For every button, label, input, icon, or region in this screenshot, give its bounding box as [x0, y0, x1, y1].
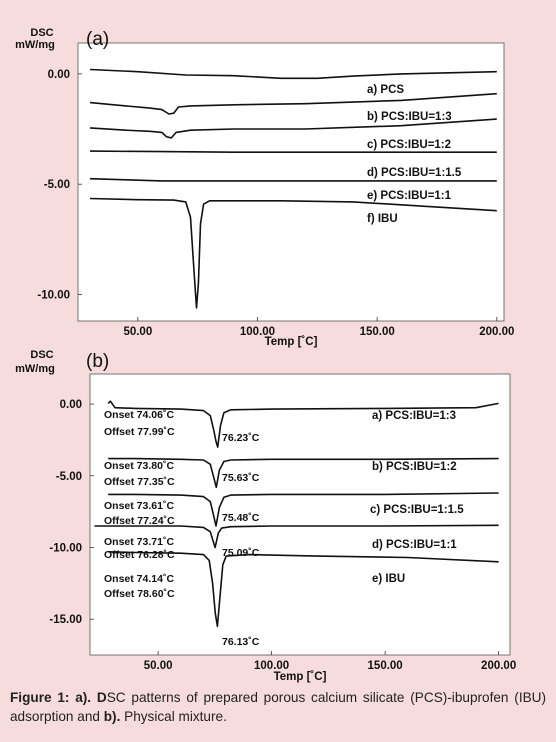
- series-label: e) IBU: [372, 573, 406, 585]
- peak-label: 76.13˚C: [222, 636, 260, 648]
- y-tick-label: 0.00: [47, 68, 70, 81]
- onset-label: Onset 73.71˚C: [104, 536, 175, 548]
- y-axis-label: DSC: [30, 27, 54, 39]
- caption-d-letter: D: [96, 690, 107, 705]
- onset-label: Onset 73.61˚C: [104, 500, 175, 512]
- y-tick-label: -10.00: [37, 289, 70, 302]
- offset-label: Offset 77.24˚C: [104, 515, 175, 527]
- y-axis-label: DSC: [30, 349, 54, 361]
- series-label: b) PCS:IBU=1:3: [367, 111, 452, 123]
- x-tick-label: 100.00: [239, 326, 276, 338]
- peak-label: 75.48˚C: [222, 512, 260, 524]
- onset-label: Onset 74.06˚C: [104, 409, 175, 421]
- caption-b-ref: b).: [103, 709, 121, 724]
- figure-caption: [10, 688, 546, 726]
- series-label: e) PCS:IBU=1:1: [367, 190, 452, 202]
- series-label: a) PCS:IBU=1:3: [372, 410, 457, 422]
- caption-prefix: Figure 1: a).: [10, 690, 92, 705]
- y-tick-label: -5.00: [43, 179, 70, 192]
- y-axis-unit: mW/mg: [15, 39, 55, 51]
- y-axis-unit: mW/mg: [15, 363, 55, 375]
- x-tick-label: 50.00: [123, 326, 153, 338]
- series-label: a) PCS: [367, 84, 405, 96]
- offset-label: Offset 78.60˚C: [104, 588, 175, 600]
- panel-label: (a): [86, 29, 110, 50]
- series-label: f) IBU: [367, 213, 398, 225]
- y-tick-label: -10.00: [49, 542, 82, 555]
- series-label: c) PCS:IBU=1:2: [367, 139, 452, 151]
- x-tick-label: 200.00: [481, 660, 517, 672]
- series-label: d) PCS:IBU=1:1: [372, 539, 457, 551]
- panel-label: (b): [86, 351, 110, 372]
- x-tick-label: 150.00: [359, 326, 395, 338]
- peak-label: 75.09˚C: [222, 547, 260, 559]
- x-tick-label: 150.00: [367, 660, 403, 672]
- offset-label: Offset 77.35˚C: [104, 476, 175, 488]
- y-tick-label: -15.00: [49, 614, 82, 627]
- series-label: b) PCS:IBU=1:2: [372, 461, 457, 473]
- x-tick-label: 50.00: [143, 660, 173, 672]
- y-tick-label: 0.00: [59, 399, 82, 412]
- onset-label: Onset 74.14˚C: [104, 573, 175, 585]
- onset-label: Onset 73.80˚C: [104, 460, 175, 472]
- series-label: c) PCS:IBU=1:1.5: [370, 504, 464, 516]
- x-tick-label: 100.00: [254, 660, 290, 672]
- caption-text-2: Physical mixture.: [124, 709, 227, 724]
- peak-label: 75.63˚C: [222, 472, 260, 484]
- caption-text-1: SC patterns of prepared porous calcium silicate (PCS)-ibuprofen (IBU) adsorption and: [10, 690, 547, 724]
- x-tick-label: 200.00: [479, 326, 515, 338]
- x-axis-label: Temp [˚C]: [264, 336, 318, 348]
- y-tick-label: -5.00: [55, 470, 82, 483]
- peak-label: 76.23˚C: [222, 432, 260, 444]
- plot-area-1: [78, 43, 504, 321]
- offset-label: Offset 77.99˚C: [104, 426, 175, 438]
- series-label: d) PCS:IBU=1:1.5: [367, 167, 462, 179]
- offset-label: Offset 76.28˚C: [104, 549, 175, 561]
- x-axis-label: Temp [˚C]: [273, 671, 327, 683]
